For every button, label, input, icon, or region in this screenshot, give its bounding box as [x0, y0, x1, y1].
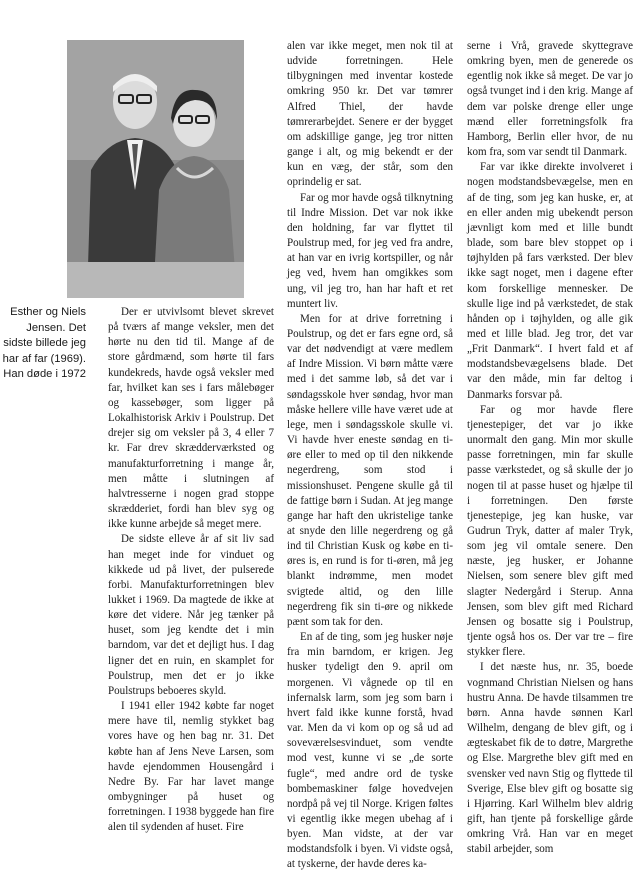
text-column-3: [467, 39, 633, 857]
paragraph: Far og mor havde også tilknytning til Indre Mission. Det var nok ikke den holdning, far var flyttet til Poulstrup med, for jeg ved fra andre, at han var en ivrig kortspiller, og når jeg ved, hvem han omgikkes som ung, vil jeg tro, han har haft et ret muntert liv.: [287, 191, 453, 310]
text-column-1: [108, 305, 274, 835]
paragraph: Der er utvivlsomt blevet skrevet på tværs af mange veksler, men det hørte nu den tid til. Mange af de store gårdmænd, som hørte til fars kundekreds, havde også veksler med far, hvilket kan ses i fars målebøger og kassebøger, som ligger på Lokalhistorisk Arkiv i Poulstrup. Det drejer sig om veksler på 3, 4 eller 7 kr. Far drev skrædderværksted og manufakturforretning i mange år, men måtte i slutningen af halvtresserne i nogen grad stoppe skrædderiet, fordi han blev syg og ikke kunne arbejde så meget mere.: [108, 306, 274, 531]
paragraph: I 1941 eller 1942 købte far noget mere have til, nemlig stykket bag vores have og hen bag nr. 31. Det købte han af Jens Neve Larsen, som havde ejendommen Housengård i Nedre By. Far har lavet mange ombygninger på huset og forretningen. I 1938 byggede han fire alen til sydenden af huset. Fire: [108, 700, 274, 834]
paragraph: Far og mor havde flere tjenestepiger, det var jo ikke unormalt den gang. Min mor skulle passe forretningen, min far skulle passe værkstedet, og så skulle der jo nogen til at passe huset og hjælpe til i forretningen. Den første tjenestepige, jeg kan huske, var Gudrun Tryk, datter af maler Tryk, som jeg vil omtale senere. Den næste, jeg husker, er Johanne Nielsen, som senere blev gift med slagter Nedergård i Sterup. Anna Jensen, som blev gift med Richard Jensen og bosatte sig i Poulstrup, tjente også hos os. Der var tre – fire stykker flere.: [467, 403, 633, 659]
paragraph: serne i Vrå, gravede skyttegrave omkring byen, men de generede os egentlig nok ikke så meget. De var jo også tvunget ind i den krig. Mange af dem var polske drenge eller unge mænd eller forretningsfolk fra Hamborg, Berlin eller hvor, de nu kom fra, som var sendt til Danmark.: [467, 40, 633, 159]
paragraph: Men for at drive forretning i Poulstrup, og det er fars egne ord, så var det nødvendigt at være medlem af Indre Mission. Vi børn måtte være med i det samme løb, så det var i søndagsskole hver søndag, hvor man måske hellere ville have været ude at lege, men i søndagsskole skulle vi. Vi havde hver eneste søndag en ti-øre eller to med op til den nikkende negerdreng, som stod i missionshuset. Pengene skulle gå til de fattige børn i Sudan. At jeg mange gange har haft den ukristelige tanke at snyde den lille negerdreng og gå ind til Christian Kusk og købe en ti-øres is, en rund is for ti-øren, må jeg blankt indrømme, men modet svigtede altid, og den lille negerdreng fik sin ti-øre og nikkede pænt som tak for den.: [287, 312, 453, 628]
paragraph: De sidste elleve år af sit liv sad han meget inde for vinduet og kikkede ud på livet, der pulserede forbi. Manufakturforretningen blev lukket i 1969. Da magtede de ikke at køre det videre. Når jeg tænker på huset, som jeg kendte det i min barndom, var det et dejligt hus. I dag ligner det en ruin, en skamplet for Poulstrup, men det er jo ikke Poulstrups beboeres skyld.: [108, 533, 274, 697]
paragraph: alen var ikke meget, men nok til at udvide forretningen. Hele tilbygningen med inventar kostede omkring 950 kr. Det var tømrer Alfred Thiel, der havde tømrerarbejdet. Senere er der bygget om adskillige gange, jeg tror nitten gange i alt, og mig bekendt er der kun en væg, der står, som den oprindelig er sat.: [287, 40, 453, 189]
portrait-photo: [67, 40, 244, 298]
paragraph: Far var ikke direkte involveret i nogen modstandsbevægelse, men en af de ting, som jeg kan huske, er, at en eller anden mig ubekendt person jævnligt kom med et lille bundt blade, som bare blev stoppet op i tøjhylden på fars værksted. Der blev ikke sagt noget, men i dagene efter kom forskellige mennesker. De skulle lige ind på værkstedet, de stak hånden op i tøjhylden, og alle gik med et lille blad. Jeg tror, det var „Frit Danmark“. I hvert fald et af modstandsbevægelsens blade. Det var den måde, min far deltog i Danmarks forsvar på.: [467, 161, 633, 401]
text-column-2: [287, 39, 453, 873]
photo-caption: Esther og Niels Jensen. Det sidste billede jeg har af far (1969). Han døde i 1972: [2, 306, 86, 381]
portrait-photo-drawing: [67, 40, 244, 298]
paragraph: En af de ting, som jeg husker nøje fra min barndom, er krigen. Jeg husker tydeligt den 9. april om morgenen. Vi vågnede op til en infernalsk larm, som jeg som barn i hvert fald ikke kunne forstå, hvad var. Men da vi kom op og så ud ad soveværelsesvinduet, som vendte mod vest, kunne vi se „de sorte fugle“, med andre ord de tyske bombemaskiner følge hovedvejen nordpå på vej til Norge. Krigen føltes vi egentlig ikke megen ubehag af i byen. Man vidste, at der var modstandsfolk i byen. Vi vidste også, at tyskerne, der havde deres ka-: [287, 631, 453, 871]
paragraph: I det næste hus, nr. 35, boede vognmand Christian Nielsen og hans hustru Anna. De havde tilsammen tre børn. Anna havde sønnen Karl Wilhelm, dengang de blev gift, og i ægteskabet fik de to døtre, Margrethe og Else. Margrethe blev gift med en svensker ved navn Stig og flyttede til Sverige, Else blev gift og bosatte sig i Hjørring. Karl Wilhelm blev aldrig gift, han tjente på forskellige gårde omkring Vrå. Han var en meget stabil arbejder, som: [467, 661, 633, 856]
